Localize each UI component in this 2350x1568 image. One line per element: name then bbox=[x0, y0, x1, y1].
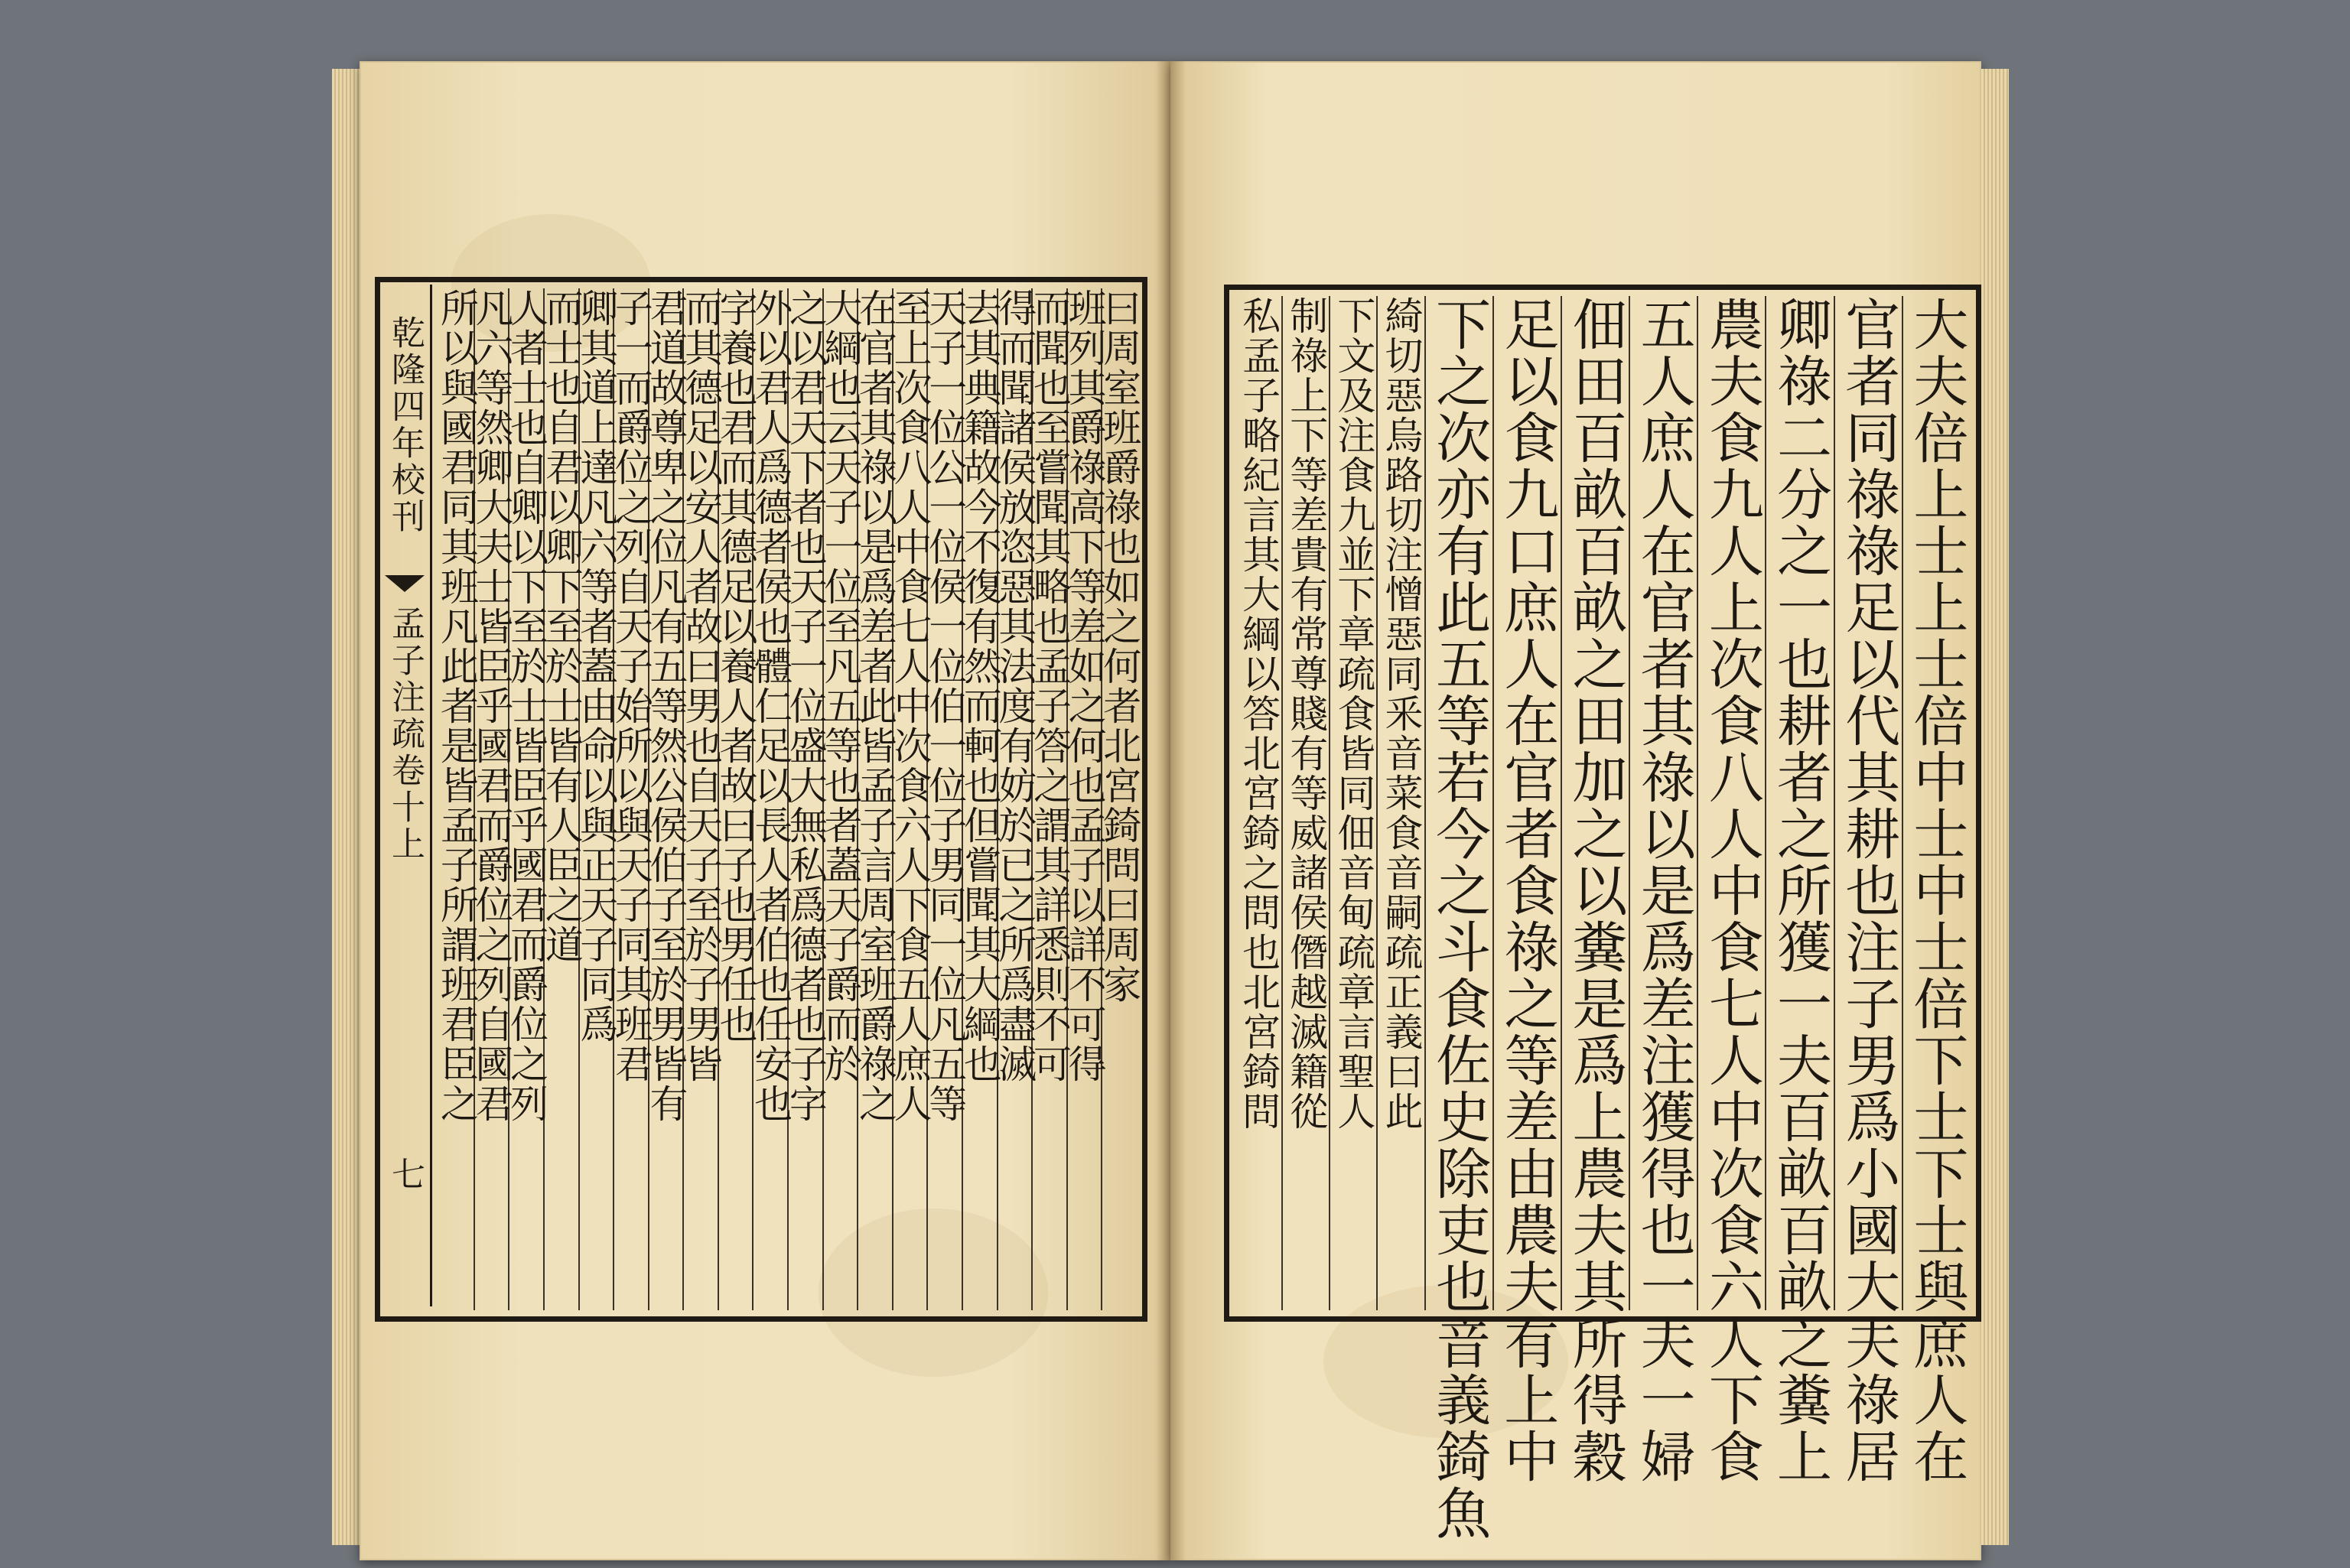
left-column-text: 得而聞諸侯放恣惡其法度有妨於已之所爲盡滅 bbox=[992, 288, 1037, 1084]
left-column-text: 大綱也云天子一位至凡五等也者蓋天子爵而於 bbox=[818, 288, 863, 1084]
right-commentary-text: 綺切惡烏路切注憎惡同釆音菜食音嗣疏正義曰此 bbox=[1378, 296, 1424, 1131]
right-main-text-column bbox=[1629, 296, 1697, 1485]
banxin-page-number: 七 bbox=[386, 1156, 425, 1190]
right-columns bbox=[1235, 296, 1970, 1541]
left-column-text: 去其典籍故今不復有然而軻也但嘗聞其大綱也 bbox=[957, 288, 1002, 1084]
right-main-column-text: 足以食九口庶人在官者食祿之等差由農夫有上中 bbox=[1495, 296, 1560, 1485]
left-text-column bbox=[434, 288, 479, 1310]
left-text-frame bbox=[375, 277, 1147, 1322]
right-commentary-text: 私孟子略紀言其大綱以答北宮錡之問也北宮錡問 bbox=[1236, 296, 1281, 1131]
right-commentary-column bbox=[1376, 296, 1424, 1310]
left-column-text: 而聞也至嘗聞其略也孟子答之謂其詳悉則不可 bbox=[1027, 288, 1072, 1084]
left-column-text: 所以與國君同其班凡此者是皆孟子所謂班君臣之 bbox=[434, 288, 479, 1124]
right-main-column-text: 下之次亦有此五等若今之斗食佐史除吏也音義錡魚 bbox=[1427, 296, 1492, 1541]
right-main-text-column bbox=[1834, 296, 1902, 1485]
left-column-text: 字養也君而其德足以養人者故曰子也男任也 bbox=[713, 288, 758, 1044]
left-column-text: 而士也自君以卿下至於士皆有人臣之道 bbox=[539, 288, 584, 965]
right-main-column-text: 卿祿二分之一也耕者之所獲一夫百畝百畝之糞上 bbox=[1768, 296, 1833, 1485]
right-text-frame bbox=[1224, 285, 1981, 1541]
banxin-subtitle: 孟子注疏卷十上 bbox=[386, 606, 425, 863]
right-main-column-text: 大夫倍上士上士倍中士中士倍下士下士與庶人在 bbox=[1904, 296, 1969, 1485]
right-commentary-column bbox=[1235, 296, 1281, 1310]
banxin bbox=[379, 285, 432, 1306]
book-gutter bbox=[1155, 61, 1186, 1560]
left-column-text: 子一而爵位之列自天子始所以與天子同其班君 bbox=[608, 288, 653, 1084]
left-column-text: 在官者其祿以是爲差者此皆孟子言周室班爵祿之 bbox=[853, 288, 898, 1124]
right-main-text-column bbox=[1902, 296, 1970, 1485]
right-main-column-text: 官者同祿祿足以代其耕也注子男爲小國大夫祿居 bbox=[1836, 296, 1901, 1485]
right-fore-edge bbox=[1981, 69, 2009, 1545]
right-main-text-column bbox=[1697, 296, 1765, 1485]
left-column-text: 至上次食八人中食七人中次食六人下食五人庶人 bbox=[887, 288, 933, 1124]
right-main-text-column bbox=[1424, 296, 1492, 1541]
left-banxin bbox=[288, 281, 373, 1318]
left-column-text: 君道故尊卑之位凡有五等然公侯伯子至於男皆有 bbox=[643, 288, 688, 1124]
right-main-column-text: 農夫食九人上次食八人中食七人中次食六人下食 bbox=[1699, 296, 1764, 1485]
left-column-text: 班列其爵祿高下等差如之何也孟子以詳不可得 bbox=[1062, 288, 1107, 1084]
right-main-text-column bbox=[1492, 296, 1561, 1485]
left-column-text: 而其德足以安人者故曰男也自天子至於子男皆 bbox=[679, 288, 724, 1084]
left-column-text: 人者士也自卿以下至於士皆臣乎國君而爵位之列 bbox=[504, 288, 549, 1124]
right-main-text-column bbox=[1765, 296, 1833, 1485]
right-main-column-text: 佃田百畝百畝之田加之以糞是爲上農夫其所得穀 bbox=[1563, 296, 1628, 1485]
left-column-text: 卿其道上達凡六等者蓋由命以與正天子同爲 bbox=[574, 288, 619, 1044]
right-commentary-column bbox=[1329, 296, 1376, 1310]
left-column-text: 曰周室班爵祿也如之何者北宮錡問曰周家 bbox=[1097, 288, 1142, 1004]
left-column-text: 之以君天下者也天子一位盛大無私爲德者也子字 bbox=[783, 288, 828, 1124]
right-main-column-text: 五人庶人在官者其祿以是爲差注獲得也一夫一婦 bbox=[1631, 296, 1696, 1485]
left-column-text: 天子一位公一位侯一位伯一位子男同一位凡五等 bbox=[923, 288, 968, 1124]
left-column-text: 凡六等然卿大夫士皆臣乎國君而爵位之列自國君 bbox=[469, 288, 514, 1124]
right-commentary-text: 下文及注食九並下章疏食皆同佃音甸疏章言聖人 bbox=[1331, 296, 1376, 1131]
right-commentary-text: 制祿上下等差貴有常尊賤有等威諸侯僭越滅籍從 bbox=[1284, 296, 1329, 1131]
left-column-text: 外以君人爲德者侯也體仁足以長人者伯也任安也 bbox=[748, 288, 793, 1124]
right-commentary-column bbox=[1281, 296, 1329, 1310]
fish-tail-mark bbox=[385, 575, 425, 592]
right-main-text-column bbox=[1561, 296, 1629, 1485]
banxin-title: 乾隆四年校刊 bbox=[386, 315, 425, 535]
left-columns bbox=[434, 288, 1142, 1310]
